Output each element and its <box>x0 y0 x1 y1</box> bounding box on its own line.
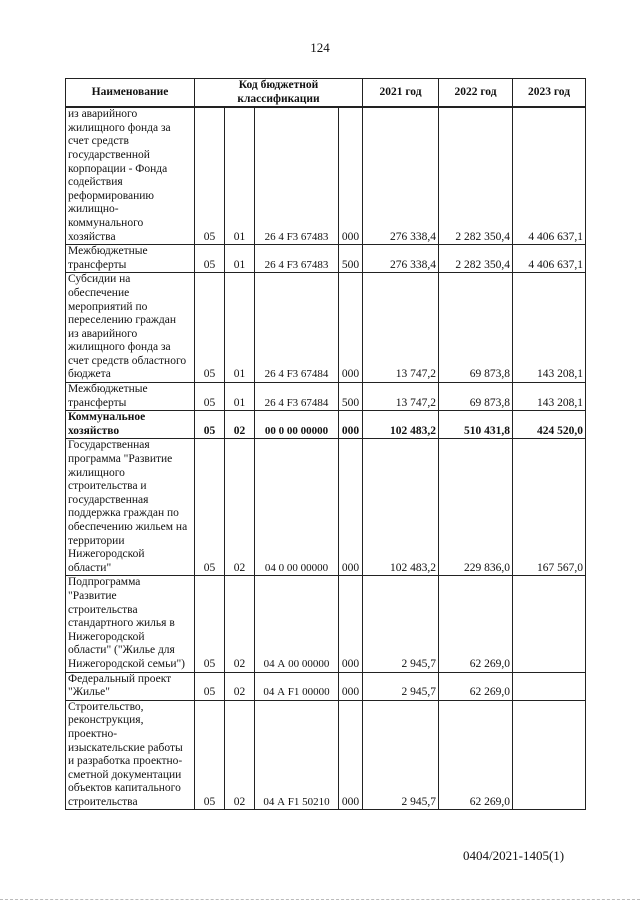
row-section-code: 05 <box>195 273 225 383</box>
row-value-2023: 4 406 637,1 <box>513 107 586 244</box>
row-name: Межбюджетные трансферты <box>66 383 195 411</box>
row-value-2022: 510 431,8 <box>439 411 513 439</box>
row-expense-type-code: 000 <box>339 439 363 576</box>
row-expense-type-code: 000 <box>339 700 363 810</box>
row-value-2022: 69 873,8 <box>439 273 513 383</box>
document-code: 0404/2021-1405(1) <box>463 848 565 863</box>
row-value-2023 <box>513 700 586 810</box>
row-value-2023: 4 406 637,1 <box>513 245 586 273</box>
row-section-code: 05 <box>195 383 225 411</box>
row-value-2021: 276 338,4 <box>363 107 439 244</box>
row-value-2023: 143 208,1 <box>513 383 586 411</box>
row-expense-type-code: 000 <box>339 672 363 700</box>
row-value-2022: 62 269,0 <box>439 576 513 672</box>
bottom-divider <box>0 899 640 900</box>
row-expense-type-code: 000 <box>339 107 363 244</box>
row-subsection-code: 02 <box>225 439 255 576</box>
row-expense-type-code: 500 <box>339 245 363 273</box>
row-name: Коммунальное хозяйство <box>66 411 195 439</box>
row-subsection-code: 01 <box>225 273 255 383</box>
header-2021: 2021 год <box>363 79 439 108</box>
row-value-2023 <box>513 672 586 700</box>
row-name: из аварийного жилищного фонда за счет средств государственной корпорации - Фонда содействия реформированию жилищно- коммунального хозяйства <box>66 107 195 244</box>
row-value-2021: 102 483,2 <box>363 411 439 439</box>
page-number: 124 <box>310 40 330 55</box>
row-section-code: 05 <box>195 672 225 700</box>
row-subsection-code: 01 <box>225 245 255 273</box>
row-value-2023: 167 567,0 <box>513 439 586 576</box>
row-name: Государственная программа "Развитие жилищного строительства и государственная поддержка граждан по обеспечению жильем на территории Нижегородской области" <box>66 439 195 576</box>
table-row <box>66 576 586 672</box>
row-value-2022: 69 873,8 <box>439 383 513 411</box>
row-name: Федеральный проект "Жилье" <box>66 672 195 700</box>
row-value-2022: 62 269,0 <box>439 672 513 700</box>
table-row <box>66 245 586 273</box>
row-target-article-code: 26 4 F3 67484 <box>255 273 339 383</box>
table-row <box>66 383 586 411</box>
row-name: Межбюджетные трансферты <box>66 245 195 273</box>
row-value-2022: 229 836,0 <box>439 439 513 576</box>
row-subsection-code: 02 <box>225 700 255 810</box>
budget-table <box>65 78 586 810</box>
row-subsection-code: 02 <box>225 576 255 672</box>
table-header-row <box>66 79 586 108</box>
row-value-2023 <box>513 576 586 672</box>
table-row <box>66 672 586 700</box>
row-expense-type-code: 000 <box>339 576 363 672</box>
row-value-2023: 143 208,1 <box>513 273 586 383</box>
row-value-2021: 13 747,2 <box>363 273 439 383</box>
row-value-2022: 2 282 350,4 <box>439 245 513 273</box>
row-target-article-code: 04 А F1 00000 <box>255 672 339 700</box>
row-value-2023: 424 520,0 <box>513 411 586 439</box>
row-value-2022: 62 269,0 <box>439 700 513 810</box>
row-value-2021: 13 747,2 <box>363 383 439 411</box>
row-target-article-code: 26 4 F3 67483 <box>255 107 339 244</box>
row-subsection-code: 02 <box>225 411 255 439</box>
row-section-code: 05 <box>195 411 225 439</box>
row-section-code: 05 <box>195 439 225 576</box>
row-target-article-code: 04 А 00 00000 <box>255 576 339 672</box>
row-value-2021: 2 945,7 <box>363 672 439 700</box>
row-section-code: 05 <box>195 576 225 672</box>
row-value-2022: 2 282 350,4 <box>439 107 513 244</box>
row-value-2021: 2 945,7 <box>363 700 439 810</box>
row-target-article-code: 04 А F1 50210 <box>255 700 339 810</box>
row-section-code: 05 <box>195 700 225 810</box>
table-row <box>66 700 586 810</box>
row-subsection-code: 01 <box>225 107 255 244</box>
row-value-2021: 276 338,4 <box>363 245 439 273</box>
row-name: Строительство, реконструкция, проектно- изыскательские работы и разработка проектно- сметной документации объектов капитального строительства <box>66 700 195 810</box>
row-subsection-code: 01 <box>225 383 255 411</box>
table-body <box>66 107 586 810</box>
row-expense-type-code: 500 <box>339 383 363 411</box>
row-expense-type-code: 000 <box>339 273 363 383</box>
table-row <box>66 107 586 244</box>
row-target-article-code: 26 4 F3 67483 <box>255 245 339 273</box>
row-subsection-code: 02 <box>225 672 255 700</box>
row-target-article-code: 00 0 00 00000 <box>255 411 339 439</box>
row-expense-type-code: 000 <box>339 411 363 439</box>
header-2022: 2022 год <box>439 79 513 108</box>
header-code: Код бюджетной классификации <box>195 79 363 108</box>
row-value-2021: 102 483,2 <box>363 439 439 576</box>
row-target-article-code: 26 4 F3 67484 <box>255 383 339 411</box>
row-target-article-code: 04 0 00 00000 <box>255 439 339 576</box>
row-section-code: 05 <box>195 107 225 244</box>
row-value-2021: 2 945,7 <box>363 576 439 672</box>
header-2023: 2023 год <box>513 79 586 108</box>
row-name: Субсидии на обеспечение мероприятий по переселению граждан из аварийного жилищного фонда за счет средств областного бюджета <box>66 273 195 383</box>
table-row <box>66 411 586 439</box>
table-row <box>66 439 586 576</box>
table-row <box>66 273 586 383</box>
header-name: Наименование <box>66 79 195 108</box>
row-name: Подпрограмма "Развитие строительства стандартного жилья в Нижегородской области" ("Жилье для Нижегородской семьи") <box>66 576 195 672</box>
row-section-code: 05 <box>195 245 225 273</box>
